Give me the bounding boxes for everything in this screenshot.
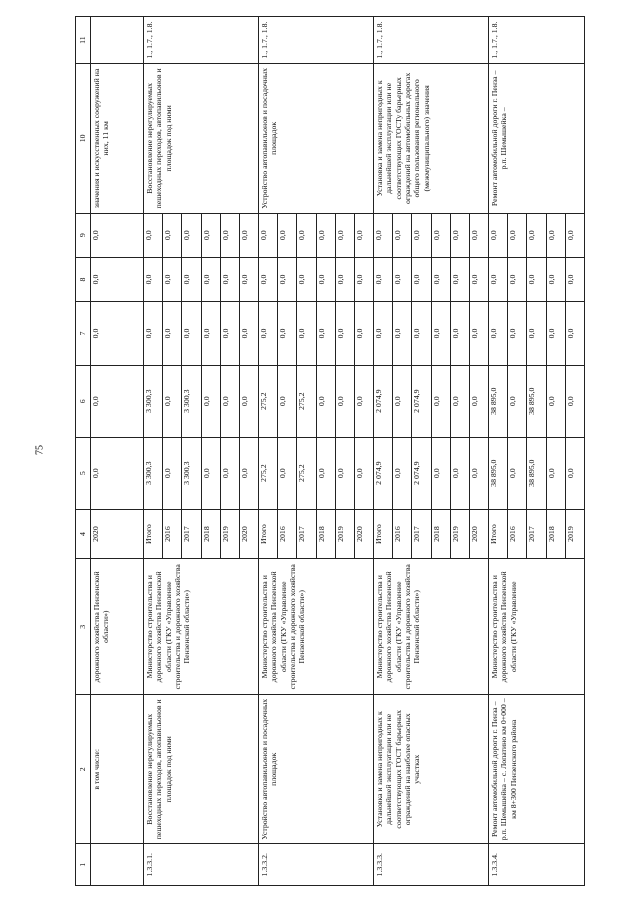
value-cell: 0,0 bbox=[565, 302, 584, 366]
column-header-1: 1 bbox=[76, 844, 91, 886]
value-cell: 0,0 bbox=[278, 213, 297, 257]
section-name: Ремонт автомобильной дороги г. Пенза – р.п. Шемышейка – с. Лопатино км 0+000 – км 8+300 Пензенского района bbox=[489, 695, 585, 844]
value-cell: 0,0 bbox=[546, 365, 565, 437]
value-cell: 0,0 bbox=[163, 365, 182, 437]
value-cell: 0,0 bbox=[469, 437, 488, 509]
value-cell: 0,0 bbox=[508, 213, 527, 257]
header-row bbox=[76, 17, 91, 886]
cont-col7: 0,0 bbox=[91, 302, 144, 366]
cont-col1 bbox=[91, 844, 144, 886]
value-cell: 0,0 bbox=[278, 302, 297, 366]
value-cell: 0,0 bbox=[431, 302, 450, 366]
section-row bbox=[144, 17, 163, 886]
value-cell: 0,0 bbox=[565, 365, 584, 437]
value-cell: 0,0 bbox=[546, 437, 565, 509]
cont-col3: дорожного хозяйства Пензенской области») bbox=[91, 559, 144, 695]
value-cell: 0,0 bbox=[374, 257, 393, 301]
column-header-3: 3 bbox=[76, 559, 91, 695]
value-cell: 0,0 bbox=[335, 437, 354, 509]
value-cell: 0,0 bbox=[144, 257, 163, 301]
value-cell: 0,0 bbox=[239, 302, 258, 366]
value-cell: 0,0 bbox=[144, 302, 163, 366]
value-cell: 0,0 bbox=[393, 437, 412, 509]
year-cell: 2018 bbox=[546, 509, 565, 559]
value-cell: 275,2 bbox=[297, 437, 316, 509]
year-cell: Итого bbox=[374, 509, 393, 559]
value-cell: 0,0 bbox=[278, 437, 297, 509]
value-cell: 0,0 bbox=[316, 257, 335, 301]
year-cell: Итого bbox=[489, 509, 508, 559]
cont-col11 bbox=[91, 17, 144, 64]
value-cell: 0,0 bbox=[546, 213, 565, 257]
value-cell: 0,0 bbox=[316, 437, 335, 509]
value-cell: 2 074,9 bbox=[374, 365, 393, 437]
value-cell: 0,0 bbox=[278, 365, 297, 437]
value-cell: 0,0 bbox=[182, 257, 201, 301]
column-header-5: 5 bbox=[76, 437, 91, 509]
column-header-8: 8 bbox=[76, 257, 91, 301]
value-cell: 0,0 bbox=[144, 213, 163, 257]
value-cell: 0,0 bbox=[508, 365, 527, 437]
column-header-4: 4 bbox=[76, 509, 91, 559]
value-cell: 0,0 bbox=[259, 302, 278, 366]
value-cell: 0,0 bbox=[431, 257, 450, 301]
value-cell: 0,0 bbox=[335, 213, 354, 257]
cont-col6: 0,0 bbox=[91, 365, 144, 437]
value-cell: 275,2 bbox=[259, 365, 278, 437]
value-cell: 0,0 bbox=[565, 257, 584, 301]
value-cell: 275,2 bbox=[259, 437, 278, 509]
value-cell: 0,0 bbox=[374, 302, 393, 366]
value-cell: 0,0 bbox=[354, 257, 373, 301]
section-result: Ремонт автомобильной дороги г. Пенза – р.п. Шемышейка – bbox=[489, 64, 585, 213]
value-cell: 0,0 bbox=[412, 257, 431, 301]
continuation-row bbox=[91, 17, 144, 886]
year-cell: 2016 bbox=[508, 509, 527, 559]
value-cell: 0,0 bbox=[565, 437, 584, 509]
value-cell: 0,0 bbox=[239, 365, 258, 437]
value-cell: 0,0 bbox=[220, 213, 239, 257]
value-cell: 0,0 bbox=[546, 302, 565, 366]
value-cell: 0,0 bbox=[201, 437, 220, 509]
value-cell: 0,0 bbox=[163, 437, 182, 509]
value-cell: 0,0 bbox=[489, 257, 508, 301]
section-result: Восстановление нерегулируемых пешеходных переходов, автопавильонов и площадок под ними bbox=[144, 64, 259, 213]
year-cell: 2017 bbox=[297, 509, 316, 559]
section-executor: Министерство строительства и дорожного хозяйства Пензенской области (ГКУ «Управление bbox=[489, 559, 585, 695]
year-cell: 2018 bbox=[431, 509, 450, 559]
value-cell: 0,0 bbox=[527, 257, 546, 301]
value-cell: 0,0 bbox=[412, 302, 431, 366]
year-cell: 2018 bbox=[201, 509, 220, 559]
cont-col5: 0,0 bbox=[91, 437, 144, 509]
cont-col2: в том числе: bbox=[91, 695, 144, 844]
value-cell: 0,0 bbox=[469, 257, 488, 301]
year-cell: 2017 bbox=[527, 509, 546, 559]
year-cell: 2019 bbox=[220, 509, 239, 559]
value-cell: 0,0 bbox=[201, 302, 220, 366]
column-header-9: 9 bbox=[76, 213, 91, 257]
value-cell: 0,0 bbox=[489, 302, 508, 366]
page-number: 75 bbox=[34, 445, 46, 455]
budget-table bbox=[75, 16, 585, 886]
value-cell: 0,0 bbox=[431, 437, 450, 509]
value-cell: 0,0 bbox=[316, 302, 335, 366]
rotated-table-container bbox=[75, 16, 585, 886]
value-cell: 0,0 bbox=[220, 437, 239, 509]
cont-col8: 0,0 bbox=[91, 257, 144, 301]
value-cell: 0,0 bbox=[393, 365, 412, 437]
year-cell: 2019 bbox=[565, 509, 584, 559]
value-cell: 0,0 bbox=[201, 365, 220, 437]
value-cell: 0,0 bbox=[469, 365, 488, 437]
column-header-2: 2 bbox=[76, 695, 91, 844]
value-cell: 0,0 bbox=[431, 213, 450, 257]
section-indicator: 1., 1.7., 1.8. bbox=[259, 17, 374, 64]
section-result: Устройство автопавильонов и посадочных площадок bbox=[259, 64, 374, 213]
value-cell: 0,0 bbox=[450, 302, 469, 366]
section-row bbox=[374, 17, 393, 886]
value-cell: 0,0 bbox=[259, 257, 278, 301]
value-cell: 0,0 bbox=[163, 257, 182, 301]
column-header-11: 11 bbox=[76, 17, 91, 64]
value-cell: 3 300,3 bbox=[144, 437, 163, 509]
value-cell: 0,0 bbox=[527, 302, 546, 366]
section-result: Установка и замена непригодных к дальнейшей эксплуатации или не соответствующих ГОСТу барьерных ограждений на автомобильных дорогах общего пользования регионального (межмуниципального) значения bbox=[374, 64, 489, 213]
value-cell: 2 074,9 bbox=[412, 437, 431, 509]
section-executor: Министерство строительства и дорожного хозяйства Пензенской области (ГКУ «Управление строительства и дорожного хозяйства Пензенской области») bbox=[374, 559, 489, 695]
value-cell: 0,0 bbox=[163, 302, 182, 366]
section-name: Восстановление нерегулируемых пешеходных переходов, автопавильонов и площадок под ними bbox=[144, 695, 259, 844]
value-cell: 0,0 bbox=[182, 302, 201, 366]
value-cell: 0,0 bbox=[354, 437, 373, 509]
cont-col9: 0,0 bbox=[91, 213, 144, 257]
value-cell: 0,0 bbox=[546, 257, 565, 301]
value-cell: 38 895,0 bbox=[489, 437, 508, 509]
value-cell: 0,0 bbox=[220, 257, 239, 301]
value-cell: 0,0 bbox=[374, 213, 393, 257]
value-cell: 275,2 bbox=[297, 365, 316, 437]
value-cell: 0,0 bbox=[450, 437, 469, 509]
value-cell: 0,0 bbox=[354, 302, 373, 366]
value-cell: 0,0 bbox=[239, 437, 258, 509]
year-cell: 2016 bbox=[278, 509, 297, 559]
value-cell: 0,0 bbox=[239, 257, 258, 301]
value-cell: 2 074,9 bbox=[374, 437, 393, 509]
value-cell: 3 300,3 bbox=[182, 437, 201, 509]
value-cell: 0,0 bbox=[508, 302, 527, 366]
cont-col10: значения и искусственных сооружений на них, 11 км bbox=[91, 64, 144, 213]
section-executor: Министерство строительства и дорожного хозяйства Пензенской области (ГКУ «Управление строительства и дорожного хозяйства Пензенской области») bbox=[259, 559, 374, 695]
section-indicator: 1., 1.7., 1.8. bbox=[489, 17, 585, 64]
value-cell: 3 300,3 bbox=[182, 365, 201, 437]
year-cell: 2019 bbox=[335, 509, 354, 559]
section-number: 1.3.3.2. bbox=[259, 844, 374, 886]
value-cell: 38 895,0 bbox=[527, 365, 546, 437]
value-cell: 0,0 bbox=[220, 302, 239, 366]
value-cell: 0,0 bbox=[259, 213, 278, 257]
section-name: Устройство автопавильонов и посадочных площадок bbox=[259, 695, 374, 844]
value-cell: 0,0 bbox=[297, 257, 316, 301]
column-header-6: 6 bbox=[76, 365, 91, 437]
value-cell: 0,0 bbox=[297, 213, 316, 257]
value-cell: 0,0 bbox=[393, 302, 412, 366]
value-cell: 0,0 bbox=[508, 257, 527, 301]
year-cell: 2020 bbox=[354, 509, 373, 559]
value-cell: 0,0 bbox=[201, 213, 220, 257]
section-indicator: 1., 1.7., 1.8. bbox=[374, 17, 489, 64]
value-cell: 0,0 bbox=[469, 302, 488, 366]
value-cell: 0,0 bbox=[316, 213, 335, 257]
value-cell: 0,0 bbox=[450, 365, 469, 437]
column-header-7: 7 bbox=[76, 302, 91, 366]
value-cell: 0,0 bbox=[335, 257, 354, 301]
value-cell: 0,0 bbox=[335, 302, 354, 366]
value-cell: 0,0 bbox=[431, 365, 450, 437]
year-cell: 2017 bbox=[182, 509, 201, 559]
value-cell: 0,0 bbox=[450, 257, 469, 301]
value-cell: 38 895,0 bbox=[527, 437, 546, 509]
value-cell: 0,0 bbox=[527, 213, 546, 257]
value-cell: 0,0 bbox=[489, 213, 508, 257]
year-cell: 2020 bbox=[469, 509, 488, 559]
year-cell: 2019 bbox=[450, 509, 469, 559]
year-cell: 2018 bbox=[316, 509, 335, 559]
value-cell: 0,0 bbox=[354, 365, 373, 437]
section-number: 1.3.3.1. bbox=[144, 844, 259, 886]
section-indicator: 1., 1.7., 1.8. bbox=[144, 17, 259, 64]
value-cell: 0,0 bbox=[393, 257, 412, 301]
section-name: Установка и замена непригодных к дальнейшей эксплуатации или не соответствующих ГОСТ барьерных ограждений на наиболее опасных участках bbox=[374, 695, 489, 844]
value-cell: 0,0 bbox=[469, 213, 488, 257]
year-cell: Итого bbox=[259, 509, 278, 559]
year-cell: 2016 bbox=[393, 509, 412, 559]
section-executor: Министерство строительства и дорожного хозяйства Пензенской области (ГКУ «Управление строительства и дорожного хозяйства Пензенской области») bbox=[144, 559, 259, 695]
section-number: 1.3.3.3. bbox=[374, 844, 489, 886]
value-cell: 0,0 bbox=[220, 365, 239, 437]
year-cell: 2016 bbox=[163, 509, 182, 559]
value-cell: 0,0 bbox=[278, 257, 297, 301]
value-cell: 0,0 bbox=[354, 213, 373, 257]
value-cell: 0,0 bbox=[393, 213, 412, 257]
value-cell: 0,0 bbox=[316, 365, 335, 437]
value-cell: 0,0 bbox=[182, 213, 201, 257]
value-cell: 0,0 bbox=[565, 213, 584, 257]
section-number: 1.3.3.4. bbox=[489, 844, 585, 886]
value-cell: 0,0 bbox=[508, 437, 527, 509]
year-cell: Итого bbox=[144, 509, 163, 559]
year-cell: 2017 bbox=[412, 509, 431, 559]
cont-col4: 2020 bbox=[91, 509, 144, 559]
value-cell: 3 300,3 bbox=[144, 365, 163, 437]
value-cell: 38 895,0 bbox=[489, 365, 508, 437]
column-header-10: 10 bbox=[76, 64, 91, 213]
section-row bbox=[489, 17, 508, 886]
year-cell: 2020 bbox=[239, 509, 258, 559]
section-row bbox=[259, 17, 278, 886]
value-cell: 0,0 bbox=[335, 365, 354, 437]
value-cell: 0,0 bbox=[239, 213, 258, 257]
value-cell: 0,0 bbox=[297, 302, 316, 366]
value-cell: 0,0 bbox=[412, 213, 431, 257]
value-cell: 0,0 bbox=[450, 213, 469, 257]
value-cell: 2 074,9 bbox=[412, 365, 431, 437]
value-cell: 0,0 bbox=[201, 257, 220, 301]
table-body bbox=[91, 17, 585, 886]
value-cell: 0,0 bbox=[163, 213, 182, 257]
